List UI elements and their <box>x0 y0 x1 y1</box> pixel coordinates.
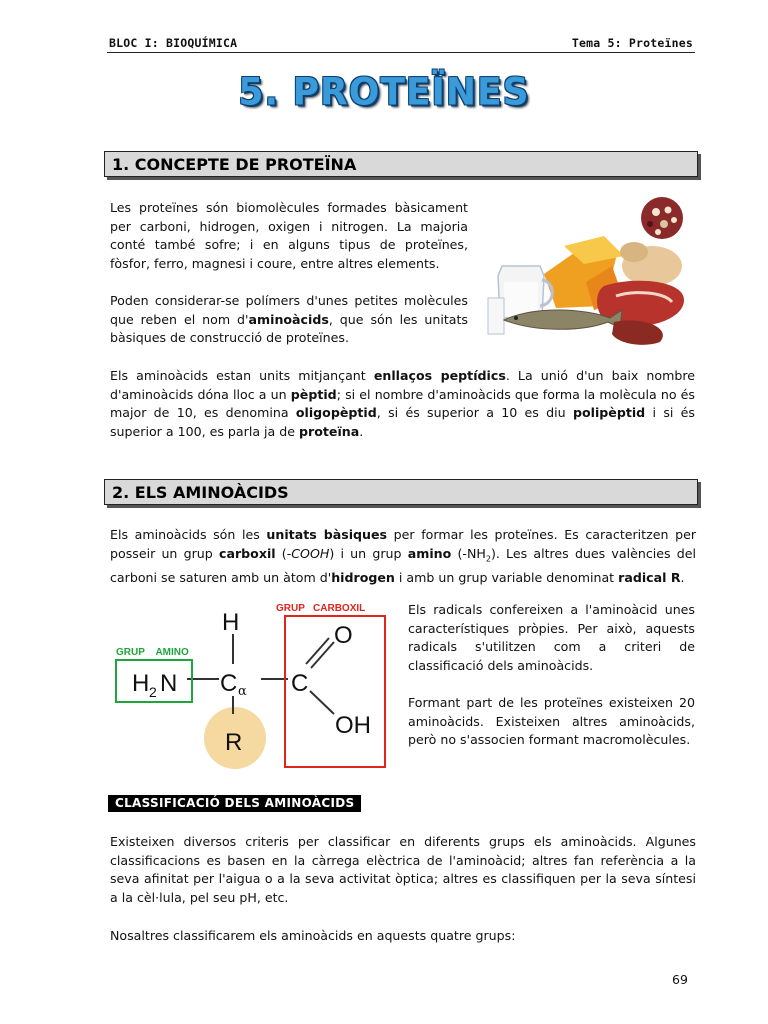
amino-acid-structure-diagram <box>108 596 398 776</box>
header-topic-title: Tema 5: Proteïnes <box>571 36 693 50</box>
atom-h2n-n: N <box>160 670 178 697</box>
page-title: 5. PROTEÏNES <box>238 70 530 115</box>
section-heading-concept: 1. CONCEPTE DE PROTEÏNA <box>104 151 698 177</box>
amino-group-label: GRUP AMINO <box>116 647 189 658</box>
protein-foods-image <box>484 196 689 346</box>
paragraph-four-groups: Nosaltres classificarem els aminoàcids en aquests quatre grups: <box>110 928 516 943</box>
paragraph-peptide-bonds: Els aminoàcids estan units mitjançant enllaços peptídics. La unió d'un baix nombre d'aminoàcids dóna lloc a un pèptid; si el nombre d'aminoàcids que forma la molècula no és major de 10, es denomina oligopèptid, si és superior a 10 es diu polipèptid i si és superior a 100, es parla ja de proteïna. <box>110 368 695 440</box>
subheading-classification: CLASSIFICACIÓ DELS AMINOÀCIDS <box>108 795 361 812</box>
paragraph-classification-criteria: Existeixen diversos criteris per classificar en diferents grups els aminoàcids. Algunes classificacions es basen en la càrrega elèctrica de l'aminoàcid; altres fan referència a la seva afinitat per l'aigua o a la seva activitat òptica; altres es classifiquen per la seva síntesi a la cèl·lula, pel seu pH, etc. <box>110 834 696 906</box>
atom-c: C <box>291 670 309 697</box>
bond-c-oh <box>310 691 334 714</box>
paragraph-composition: Les proteïnes són biomolècules formades bàsicament per carboni, hidrogen, oxigen i nitrogen. La majoria conté també sofre; i en alguns tipus de proteïnes, fòsfor, ferro, magnesi i coure, entre altres elements. <box>110 200 468 272</box>
atom-r: R <box>225 729 243 756</box>
paragraph-twenty-amino-acids: Formant part de les proteïnes existeixen 20 aminoàcids. Existeixen altres aminoàcids, però no s'associen formant macromolècules. <box>408 695 695 748</box>
atom-o: O <box>334 622 353 649</box>
atom-h: H <box>222 609 240 636</box>
carboxyl-group-label: GRUP CARBOXIL <box>276 603 366 614</box>
alpha-symbol: α <box>238 684 247 699</box>
atom-h2n-h: H <box>132 670 150 697</box>
atom-c-alpha: C <box>220 670 238 697</box>
atom-h2n-subscript: 2 <box>149 684 157 700</box>
paragraph-polymers: Poden considerar-se polímers d'unes petites molècules que reben el nom d'aminoàcids, que són les unitats bàsiques de construcció de proteïnes. <box>110 293 468 346</box>
page-number: 69 <box>672 972 688 987</box>
paragraph-radicals: Els radicals confereixen a l'aminoàcid unes característiques pròpies. Per això, aquests radicals s'utilitzen com a criteri de classificació dels aminoàcids. <box>408 602 695 674</box>
section-heading-amino-acids: 2. ELS AMINOÀCIDS <box>104 479 698 505</box>
paragraph-amino-acid-definition: Els aminoàcids són les unitats bàsiques per formar les proteïnes. Es caracteritzen per posseir un grup carboxil (-COOH) i un grup amino $(-NH_2)$. Les altres dues valències del carboni se saturen amb un àtom d'hidrogen i amb un grup variable denominat radical R. <box>110 527 697 585</box>
header-block-title: BLOC I: BIOQUÍMICA <box>109 36 238 50</box>
page-header <box>107 36 695 53</box>
atom-oh: OH <box>335 712 371 739</box>
